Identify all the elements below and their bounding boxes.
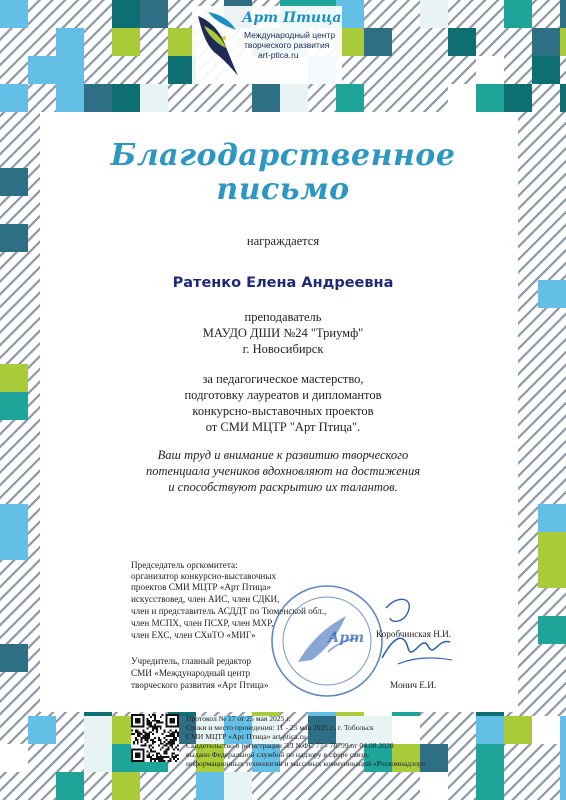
chairman-line-3: проектов СМИ МЦТР «Арт Птица» bbox=[131, 582, 271, 592]
footer-line-2: Сроки и место проведения: 11 - 25 мая 2025 г., г. Тобольск bbox=[186, 723, 374, 732]
chairman-line-2: организатор конкурсно-выставочных bbox=[131, 571, 277, 581]
reason-line-2: подготовку лауреатов и дипломантов bbox=[184, 388, 382, 402]
reason-line-4: от СМИ МЦТР "Арт Птица". bbox=[205, 420, 361, 434]
message-line-2: потенциала учеников вдохновляют на достижения bbox=[145, 464, 421, 478]
position-role: преподаватель bbox=[244, 310, 322, 324]
logo bbox=[192, 6, 342, 84]
position-city: г. Новосибирск bbox=[242, 342, 324, 356]
founder-line-1: Учредитель, главный редактор bbox=[131, 656, 252, 666]
footer-line-1: Протокол № 17 от 25 мая 2025 г. bbox=[186, 714, 291, 723]
founder-name: Монич Е.И. bbox=[390, 680, 437, 690]
round-stamp bbox=[268, 582, 386, 700]
position-org: МАУДО ДШИ №24 "Триумф" bbox=[202, 326, 364, 340]
chairman-name: Коробчинская Н.И. bbox=[376, 629, 452, 639]
logo-line-1: Международный центр bbox=[244, 30, 336, 40]
reason-line-3: конкурсно-выставочных проектов bbox=[192, 404, 374, 418]
footer-line-3: СМИ МЦТР «Арт Птица» art-ptica.ru bbox=[186, 732, 306, 741]
logo-brand: Арт Птица bbox=[242, 10, 342, 26]
logo-site: art-ptica.ru bbox=[258, 50, 299, 60]
chairman-line-4: искусствовед, член АИС, член СДКИ, bbox=[131, 594, 280, 604]
chairman-line-6: член МСПХ, член ПСХР, член МХР, bbox=[131, 618, 274, 628]
chairman-line-5: член и представитель АСДДТ по Тюменской обл., bbox=[131, 606, 327, 616]
reason-line-1: за педагогическое мастерство, bbox=[202, 372, 364, 386]
logo-line-2: творческого развития bbox=[244, 40, 330, 50]
bird-logo-icon bbox=[194, 8, 242, 80]
chairman-line-7: член ЕХС, член СХиТО «МИГ» bbox=[131, 630, 256, 640]
footer-line-4: Свидетельство о регистрации ЭЛ №ФС 77 - 78799 от 04.08.2020 bbox=[186, 741, 394, 750]
stamp-text: Арт bbox=[328, 630, 365, 646]
title-line-2: письмо bbox=[216, 172, 350, 207]
title-line-1: Благодарственное bbox=[110, 138, 456, 173]
founder-line-2: СМИ «Международный центр bbox=[131, 668, 251, 678]
footer-line-6: информационных технологий и массовых коммуникаций «Роскомнадзор» bbox=[186, 759, 426, 768]
chairman-line-1: Председатель оргкомитета: bbox=[131, 560, 238, 570]
recipient-name: Ратенко Елена Андреевна bbox=[172, 275, 394, 291]
message-line-3: и способствуют раскрытию их талантов. bbox=[168, 480, 398, 494]
message-line-1: Ваш труд и внимание к развитию творческого bbox=[157, 448, 409, 462]
qr-code-icon bbox=[131, 714, 179, 762]
awarded-label: награждается bbox=[246, 234, 320, 248]
founder-line-3: творческого развития «Арт Птица» bbox=[131, 680, 269, 690]
footer-line-5: выдано Федеральной службой по надзору в сфере связи, bbox=[186, 750, 370, 759]
